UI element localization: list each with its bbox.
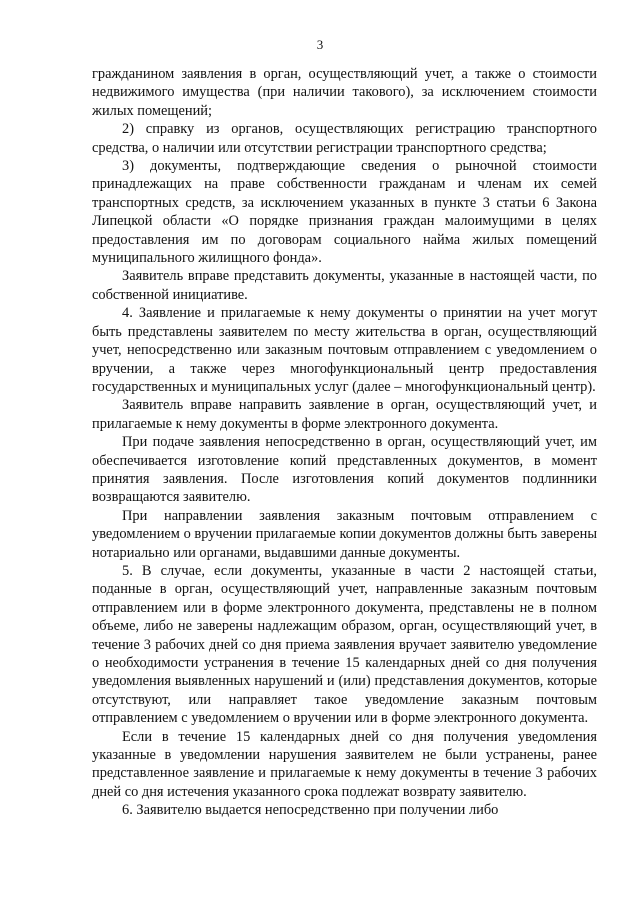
paragraph-continuation: гражданином заявления в орган, осуществляющий учет, а также о стоимости недвижимого имущества (при наличии такового), за исключением стоимости жилых помещений; bbox=[92, 66, 597, 119]
paragraph-direct-submission: При подаче заявления непосредственно в орган, осуществляющий учет, им обеспечивается изготовление копий представленных документов, в момент принятия заявления. После изготовления копий документов подлинники возвращаются заявителю. bbox=[92, 434, 597, 506]
paragraph-own-initiative: Заявитель вправе представить документы, указанные в настоящей части, по собственной инициативе. bbox=[92, 268, 597, 303]
paragraph-section-6: 6. Заявителю выдается непосредственно при получении либо bbox=[122, 802, 499, 819]
paragraph-electronic-submission: Заявитель вправе направить заявление в орган, осуществляющий учет, и прилагаемые к нему документы в форме электронного документа. bbox=[92, 397, 597, 432]
paragraph-return-documents: Если в течение 15 календарных дней со дня получения уведомления указанные в уведомлении нарушения заявителем не были устранены, ранее представленное заявление и прилагаемые к нему документы в течение 3 рабочих дней со дня истечения указанного срока подлежат возврату заявителю. bbox=[92, 728, 597, 800]
paragraph-section-4: 4. Заявление и прилагаемые к нему документы о принятии на учет могут быть представлены заявителем по месту жительства в орган, осуществляющий учет, непосредственно или заказным почтовым отправлением с уведомлением о вручении, а также через многофункциональный центр предоставления государственных и муниципальных услуг (далее – многофункциональный центр). bbox=[92, 305, 597, 395]
paragraph-item-3: 3) документы, подтверждающие сведения о рыночной стоимости принадлежащих на праве собственности гражданам и членам их семей транспортных средств, за исключением указанных в пункте 3 статьи 6 Закона Липецкой области «О порядке признания граждан малоимущими в целях предоставления им по договорам социального найма жилых помещений муниципального жилищного фонда». bbox=[92, 158, 597, 267]
document-body bbox=[92, 65, 597, 820]
page-number: 3 bbox=[316, 37, 324, 52]
paragraph-postal-submission: При направлении заявления заказным почтовым отправлением с уведомлением о вручении прилагаемые копии документов должны быть заверены нотариально или органами, выдавшими данные документы. bbox=[92, 507, 597, 561]
paragraph-section-5: 5. В случае, если документы, указанные в части 2 настоящей статьи, поданные в орган, осуществляющий учет, направленные заказным почтовым отправлением или в форме электронного документа, представлены не в полном объеме, либо не заверены надлежащим образом, орган, осуществляющий учет, в течение 3 рабочих дней со дня приема заявления вручает заявителю уведомление о необходимости устранения в течение 15 календарных дней со дня получения уведомления выявленных нарушений и (или) представления документов, которые отсутствуют, или направляет такое уведомление заказным почтовым отправлением с уведомлением о вручении или в форме электронного документа. bbox=[92, 562, 597, 727]
paragraph-item-2: 2) справку из органов, осуществляющих регистрацию транспортного средства, о наличии или отсутствии регистрации транспортного средства; bbox=[92, 121, 597, 156]
